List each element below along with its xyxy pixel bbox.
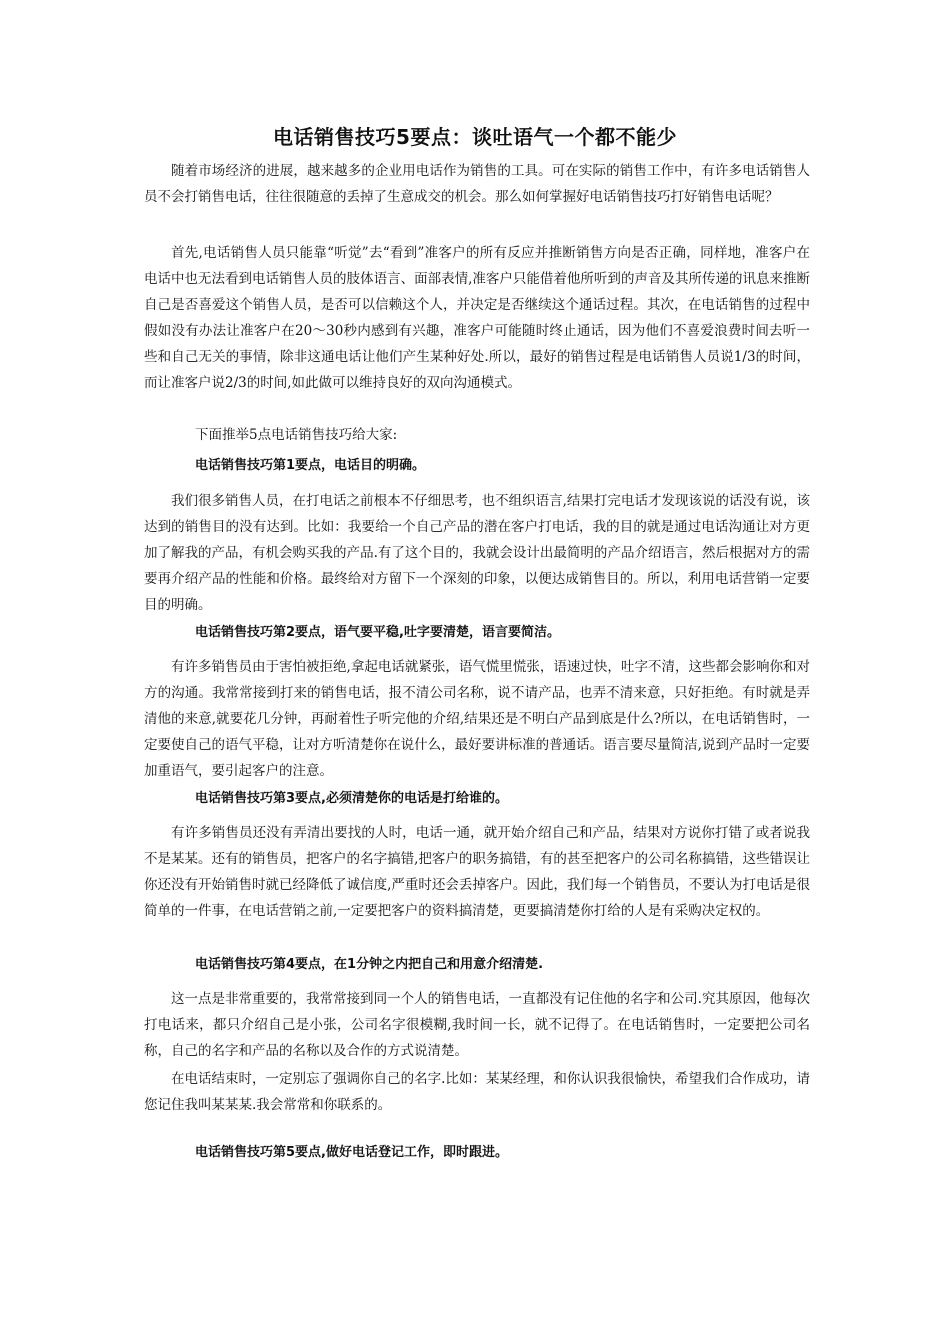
tip-2-body: 有许多销售员由于害怕被拒绝,拿起电话就紧张，语气慌里慌张，语速过快，吐字不清，这些都会影响你和对方的沟通。我常常接到打来的销售电话，报不清公司名称，说不请产品，也弄不清来意，只好拒绝。有时就是弄清他的来意,就要花几分钟，再耐着性子听完他的介绍,结果还是不明白产品到底是什么?所以，在电话销售时，一定要使自己的语气平稳，让对方听清楚你在说什么，最好要讲标准的普通话。语言要尽量简洁,说到产品时一定要加重语气，要引起客户的注意。	[144, 659, 810, 779]
tip-1-heading: 电话销售技巧第1要点，电话目的明确。	[195, 458, 426, 473]
tip-4-heading: 电话销售技巧第4要点，在1分钟之内把自己和用意介绍清楚.	[195, 957, 544, 972]
tip-2-heading: 电话销售技巧第2要点，语气要平稳,吐字要清楚，语言要简洁。	[195, 625, 560, 640]
tips-intro-line: 下面推举5点电话销售技巧给大家:	[195, 427, 398, 443]
tip-4-closing: 在电话结束时，一定别忘了强调你自己的名字.比如：某某经理，和你认识我很愉快，希望我们合作成功，请您记住我叫某某某.我会常常和你联系的。	[144, 1071, 810, 1113]
paragraph-intro-market: 随着市场经济的进展，越来越多的企业用电话作为销售的工具。可在实际的销售工作中，有许多电话销售人员不会打销售电话，往往很随意的丢掉了生意成交的机会。那么如何掌握好电话销售技巧打好销售电话呢？	[144, 163, 810, 205]
paragraph-listening: 首先,电话销售人员只能靠“听觉”去“看到”准客户的所有反应并推断销售方向是否正确，同样地，准客户在电话中也无法看到电话销售人员的肢体语言、面部表情,准客户只能借着他所听到的声音及其所传递的讯息来推断自己是否喜爱这个销售人员，是否可以信赖这个人，并决定是否继续这个通话过程。其次，在电话销售的过程中假如没有办法让准客户在20～30秒内感到有兴趣，准客户可能随时终止通话，因为他们不喜爱浪费时间去听一些和自己无关的事情，除非这通电话让他们产生某种好处.所以，最好的销售过程是电话销售人员说1/3的时间，而让准客户说2/3的时间,如此做可以维持良好的双向沟通模式。	[144, 245, 810, 391]
tip-5-heading: 电话销售技巧第5要点,做好电话登记工作，即时跟进。	[195, 1145, 508, 1160]
tip-3-heading: 电话销售技巧第3要点,必须清楚你的电话是打给谁的。	[195, 791, 508, 806]
tip-1-body: 我们很多销售人员，在打电话之前根本不仔细思考，也不组织语言,结果打完电话才发现该说的话没有说，该达到的销售目的没有达到。比如：我要给一个自己产品的潜在客户打电话，我的目的就是通过电话沟通让对方更加了解我的产品，有机会购买我的产品.有了这个目的，我就会设计出最简明的产品介绍语言，然后根据对方的需要再介绍产品的性能和价格。最终给对方留下一个深刻的印象，以便达成销售目的。所以，利用电话营销一定要目的明确。	[144, 493, 810, 613]
tip-3-body: 有许多销售员还没有弄清出要找的人时，电话一通，就开始介绍自己和产品，结果对方说你打错了或者说我不是某某。还有的销售员，把客户的名字搞错,把客户的职务搞错，有的甚至把客户的公司名称搞错，这些错误让你还没有开始销售时就已经降低了诚信度,严重时还会丢掉客户。因此，我们每一个销售员，不要认为打电话是很简单的一件事，在电话营销之前,一定要把客户的资料搞清楚，更要搞清楚你打给的人是有采购决定权的。	[144, 825, 810, 919]
tip-4-body: 这一点是非常重要的，我常常接到同一个人的销售电话，一直都没有记住他的名字和公司.究其原因，他每次打电话来，都只介绍自己是小张，公司名字很模糊,我时间一长，就不记得了。在电话销售时，一定要把公司名称，自己的名字和产品的名称以及合作的方式说清楚。	[144, 991, 810, 1059]
document-title: 电话销售技巧5要点：谈吐语气一个都不能少	[273, 125, 677, 149]
